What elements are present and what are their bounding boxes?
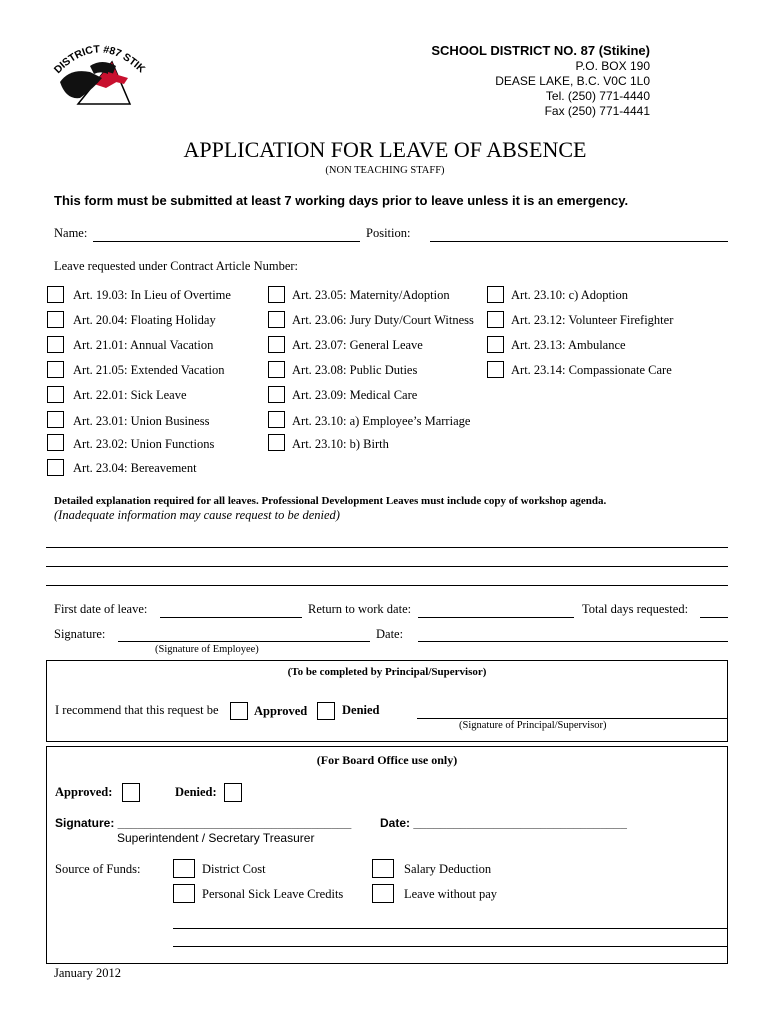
leave-option-label: Art. 21.05: Extended Vacation bbox=[73, 363, 225, 377]
position-label: Position: bbox=[366, 226, 411, 240]
leave-option-label: Art. 23.06: Jury Duty/Court Witness bbox=[292, 313, 474, 327]
leave-option-label: Art. 23.01: Union Business bbox=[73, 414, 210, 428]
board-signature-line[interactable]: Signature: ___________________________________ bbox=[55, 816, 352, 830]
principal-approved-checkbox[interactable] bbox=[230, 702, 248, 720]
funds-note-line[interactable] bbox=[173, 928, 727, 929]
employee-signature-field[interactable] bbox=[118, 641, 370, 642]
leave-checkbox[interactable] bbox=[47, 311, 64, 328]
org-address-line1: P.O. BOX 190 bbox=[575, 59, 650, 73]
explanation-required: Detailed explanation required for all leaves. Professional Development Leaves must include copy of workshop agenda. bbox=[54, 495, 607, 507]
explanation-line[interactable] bbox=[46, 547, 728, 548]
source-of-funds-label: Source of Funds: bbox=[55, 862, 141, 876]
leave-checkbox[interactable] bbox=[268, 434, 285, 451]
salary-deduction-checkbox[interactable] bbox=[372, 859, 394, 878]
leave-checkbox[interactable] bbox=[47, 411, 64, 428]
sick-leave-credits-checkbox[interactable] bbox=[173, 884, 195, 903]
leave-checkbox[interactable] bbox=[268, 361, 285, 378]
principal-signature-field[interactable] bbox=[417, 718, 727, 719]
explanation-warning: (Inadequate information may cause request to be denied) bbox=[54, 508, 340, 522]
board-office-section bbox=[46, 746, 728, 964]
leave-checkbox[interactable] bbox=[47, 361, 64, 378]
logo-text: DISTRICT #87 STIK bbox=[51, 43, 146, 76]
leave-option-label: Art. 23.07: General Leave bbox=[292, 338, 423, 352]
leave-option-label: Art. 23.10: a) Employee’s Marriage bbox=[292, 414, 471, 428]
leave-checkbox[interactable] bbox=[268, 336, 285, 353]
return-date-field[interactable] bbox=[418, 617, 574, 618]
principal-section bbox=[46, 660, 728, 742]
leave-option-label: Art. 23.02: Union Functions bbox=[73, 437, 215, 451]
signature-date-field[interactable] bbox=[418, 641, 728, 642]
leave-option-label: Art. 23.09: Medical Care bbox=[292, 388, 418, 402]
total-days-label: Total days requested: bbox=[582, 602, 689, 616]
board-date-line[interactable]: Date: ________________________________ bbox=[380, 816, 627, 830]
leave-option-label: Art. 23.12: Volunteer Firefighter bbox=[511, 313, 674, 327]
leave-option-label: Art. 23.10: b) Birth bbox=[292, 437, 389, 451]
leave-checkbox[interactable] bbox=[47, 434, 64, 451]
name-label: Name: bbox=[54, 226, 88, 240]
leave-checkbox[interactable] bbox=[268, 286, 285, 303]
board-section-header: (For Board Office use only) bbox=[316, 753, 458, 767]
leave-checkbox[interactable] bbox=[47, 286, 64, 303]
funds-note-line[interactable] bbox=[173, 946, 727, 947]
leave-option-label: Art. 23.08: Public Duties bbox=[292, 363, 418, 377]
board-denied-label: Denied: bbox=[175, 785, 217, 799]
board-approved-label: Approved: bbox=[55, 785, 113, 799]
form-title: APPLICATION FOR LEAVE OF ABSENCE bbox=[183, 137, 587, 162]
leave-option-label: Art. 23.14: Compassionate Care bbox=[511, 363, 672, 377]
principal-denied-checkbox[interactable] bbox=[317, 702, 335, 720]
submission-notice: This form must be submitted at least 7 working days prior to leave unless it is an emergency. bbox=[54, 193, 629, 208]
leave-option-label: Art. 23.04: Bereavement bbox=[73, 461, 197, 475]
signature-label: Signature: bbox=[54, 627, 106, 641]
employee-signature-caption: (Signature of Employee) bbox=[155, 644, 259, 655]
leave-checkbox[interactable] bbox=[487, 286, 504, 303]
leave-option-label: Art. 23.13: Ambulance bbox=[511, 338, 626, 352]
first-date-field[interactable] bbox=[160, 617, 302, 618]
leave-option-label: Art. 21.01: Annual Vacation bbox=[73, 338, 214, 352]
org-name: SCHOOL DISTRICT NO. 87 (Stikine) bbox=[431, 43, 650, 58]
explanation-line[interactable] bbox=[46, 566, 728, 567]
principal-denied-label: Denied bbox=[342, 703, 380, 717]
leave-option-label: Art. 23.10: c) Adoption bbox=[511, 288, 629, 302]
date-label: Date: bbox=[376, 627, 404, 641]
logo-graphic bbox=[50, 38, 146, 108]
board-approved-checkbox[interactable] bbox=[122, 783, 140, 802]
footer-date: January 2012 bbox=[54, 966, 121, 980]
leave-without-pay-label: Leave without pay bbox=[404, 887, 498, 901]
recommend-label: I recommend that this request be bbox=[55, 703, 219, 717]
district-logo bbox=[50, 38, 146, 108]
org-address-line2: DEASE LAKE, B.C. V0C 1L0 bbox=[495, 74, 650, 88]
org-fax: Fax (250) 771-4441 bbox=[544, 104, 650, 118]
name-field[interactable] bbox=[93, 241, 360, 242]
leave-option-label: Art. 23.05: Maternity/Adoption bbox=[292, 288, 450, 302]
leave-checkbox[interactable] bbox=[487, 336, 504, 353]
leave-checkbox[interactable] bbox=[487, 361, 504, 378]
board-signature-caption: Superintendent / Secretary Treasurer bbox=[117, 831, 315, 845]
leave-checkbox[interactable] bbox=[268, 311, 285, 328]
org-phone: Tel. (250) 771-4440 bbox=[545, 89, 650, 103]
principal-approved-label: Approved bbox=[254, 704, 308, 718]
district-cost-checkbox[interactable] bbox=[173, 859, 195, 878]
explanation-line[interactable] bbox=[46, 585, 728, 586]
leave-checkbox[interactable] bbox=[268, 386, 285, 403]
total-days-field[interactable] bbox=[700, 617, 728, 618]
leave-checkbox[interactable] bbox=[487, 311, 504, 328]
leave-option-label: Art. 20.04: Floating Holiday bbox=[73, 313, 216, 327]
leave-article-label: Leave requested under Contract Article Number: bbox=[54, 259, 299, 273]
return-date-label: Return to work date: bbox=[308, 602, 412, 616]
district-cost-label: District Cost bbox=[202, 862, 266, 876]
form-subtitle: (NON TEACHING STAFF) bbox=[325, 165, 445, 176]
leave-without-pay-checkbox[interactable] bbox=[372, 884, 394, 903]
leave-checkbox[interactable] bbox=[47, 386, 64, 403]
leave-checkbox[interactable] bbox=[47, 336, 64, 353]
principal-signature-caption: (Signature of Principal/Supervisor) bbox=[459, 720, 607, 731]
leave-checkbox[interactable] bbox=[268, 411, 285, 428]
leave-option-label: Art. 22.01: Sick Leave bbox=[73, 388, 187, 402]
leave-option-label: Art. 19.03: In Lieu of Overtime bbox=[73, 288, 231, 302]
first-date-label: First date of leave: bbox=[54, 602, 148, 616]
leave-checkbox[interactable] bbox=[47, 459, 64, 476]
position-field[interactable] bbox=[430, 241, 728, 242]
sick-leave-credits-label: Personal Sick Leave Credits bbox=[202, 887, 344, 901]
salary-deduction-label: Salary Deduction bbox=[404, 862, 492, 876]
board-denied-checkbox[interactable] bbox=[224, 783, 242, 802]
principal-section-header: (To be completed by Principal/Supervisor) bbox=[287, 666, 487, 678]
